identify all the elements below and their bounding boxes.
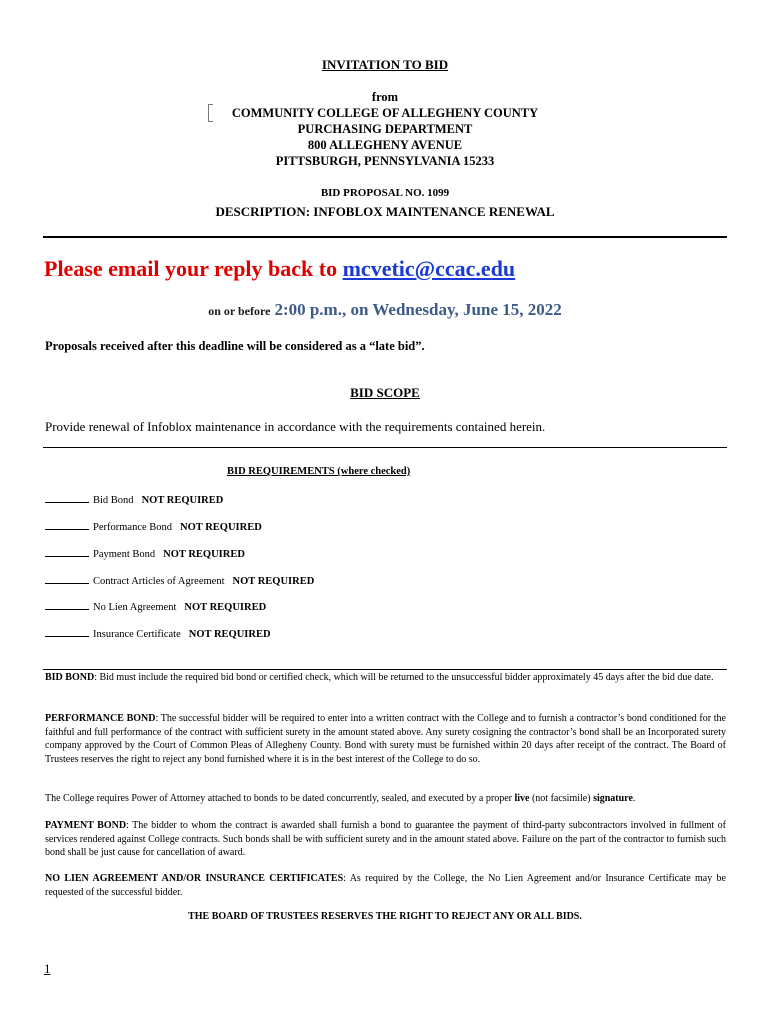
- bid-bond-label: BID BOND: [45, 672, 95, 683]
- payment-bond-paragraph: [45, 819, 726, 860]
- requirement-row: [45, 600, 266, 613]
- requirement-status: NOT REQUIRED: [141, 495, 224, 506]
- requirement-label: Payment Bond: [93, 549, 156, 560]
- requirement-row: [45, 520, 262, 533]
- requirement-status: NOT REQUIRED: [180, 522, 262, 533]
- requirement-row: [45, 493, 223, 506]
- college-name: COMMUNITY COLLEGE OF ALLEGHENY COUNTY: [231, 106, 539, 120]
- email-prefix: Please email your reply back to: [44, 256, 343, 281]
- requirement-row: [45, 627, 271, 640]
- scope-divider: [43, 447, 727, 448]
- checkbox-blank: [45, 493, 89, 503]
- city-address: PITTSBURGH, PENNSYLVANIA 15233: [275, 154, 495, 168]
- board-reserve-notice: THE BOARD OF TRUSTEES RESERVES THE RIGHT TO REJECT ANY OR ALL BIDS.: [188, 911, 582, 922]
- scope-heading: BID SCOPE: [350, 385, 420, 400]
- checkbox-blank: [45, 600, 89, 610]
- requirements-heading: BID REQUIREMENTS (where checked): [227, 466, 411, 477]
- poa-text: The College requires Power of Attorney attached to bonds to be dated concurrently, sealed, and executed by a proper: [45, 793, 515, 804]
- bid-description: DESCRIPTION: INFOBLOX MAINTENANCE RENEWAL: [215, 204, 555, 219]
- requirement-status: NOT REQUIRED: [232, 576, 315, 587]
- from-label: from: [371, 90, 399, 104]
- requirement-label: Performance Bond: [93, 522, 173, 533]
- performance-bond-label: PERFORMANCE BOND: [45, 713, 156, 724]
- performance-bond-text: : The successful bidder will be required to enter into a written contract with the College and to furnish a contractor’s bond conditioned for the faithful and full performance of the contract with sufficient surety in the amount stated above. Any surety cosigning the contractor’s bond shall be an Incorporated surety company approved by the Court of Common Pleas of Allegheny County. Bond with surety must be furnished within 20 days after receipt of the contract. The Board of Trustees reserves the right to reject any bond furnished where it is in the best interest of the College to do so.: [45, 713, 726, 765]
- checkbox-blank: [45, 574, 89, 584]
- bid-bond-text: : Bid must include the required bid bond or certified check, which will be returned to the unsuccessful bidder approximately 45 days after the bid due date.: [94, 672, 714, 683]
- requirement-label: No Lien Agreement: [93, 602, 177, 613]
- street-address: 800 ALLEGHENY AVENUE: [307, 138, 463, 152]
- payment-bond-text: : The bidder to whom the contract is awarded shall furnish a bond to guarantee the payment of third-party subcontractors involved in fullment of services rendered against College contracts. Such bonds shall be with sufficient surety and in the amount stated above. Failure on the part of the contractor to furnish such bond shall be just cause for cancellation of award.: [45, 820, 726, 858]
- requirement-row: [45, 574, 314, 587]
- poa-mid: (not facsimile): [529, 793, 594, 804]
- poa-signature: signature: [593, 793, 633, 804]
- no-lien-text: : As required by the College, the No Lien Agreement and/or Insurance Certificate may be requested of the successful bidder.: [45, 873, 726, 898]
- power-of-attorney-paragraph: [45, 792, 726, 806]
- page-number: 1: [44, 961, 51, 976]
- document-title: INVITATION TO BID: [321, 57, 449, 72]
- email-link[interactable]: mcvetic@ccac.edu: [342, 256, 516, 281]
- requirement-row: [45, 547, 245, 560]
- no-lien-label: NO LIEN AGREEMENT AND/OR INSURANCE CERTIFICATES: [45, 873, 344, 884]
- before-label: on or before: [208, 304, 271, 318]
- checkbox-blank: [45, 627, 89, 637]
- checkbox-blank: [45, 520, 89, 530]
- bid-bond-paragraph: [45, 671, 726, 685]
- header-divider: [43, 236, 727, 238]
- poa-end: .: [632, 793, 636, 804]
- requirement-status: NOT REQUIRED: [188, 629, 271, 640]
- late-bid-notice: Proposals received after this deadline will be considered as a “late bid”.: [45, 339, 425, 353]
- deadline-line: [0, 300, 770, 320]
- requirements-divider: [43, 669, 727, 670]
- requirement-label: Bid Bond: [93, 495, 134, 506]
- deadline-date: 2:00 p.m., on Wednesday, June 15, 2022: [274, 300, 562, 319]
- poa-live: live: [514, 793, 530, 804]
- payment-bond-label: PAYMENT BOND: [45, 820, 127, 831]
- email-instruction: [44, 256, 515, 282]
- checkbox-blank: [45, 547, 89, 557]
- performance-bond-paragraph: [45, 712, 726, 766]
- scope-text: Provide renewal of Infoblox maintenance in accordance with the requirements contained herein.: [45, 419, 546, 434]
- no-lien-paragraph: [45, 872, 726, 899]
- requirement-status: NOT REQUIRED: [163, 549, 245, 560]
- requirement-label: Contract Articles of Agreement: [93, 576, 225, 587]
- department-name: PURCHASING DEPARTMENT: [297, 122, 473, 136]
- proposal-number: BID PROPOSAL NO. 1099: [320, 187, 450, 199]
- requirement-status: NOT REQUIRED: [184, 602, 267, 613]
- requirement-label: Insurance Certificate: [93, 629, 181, 640]
